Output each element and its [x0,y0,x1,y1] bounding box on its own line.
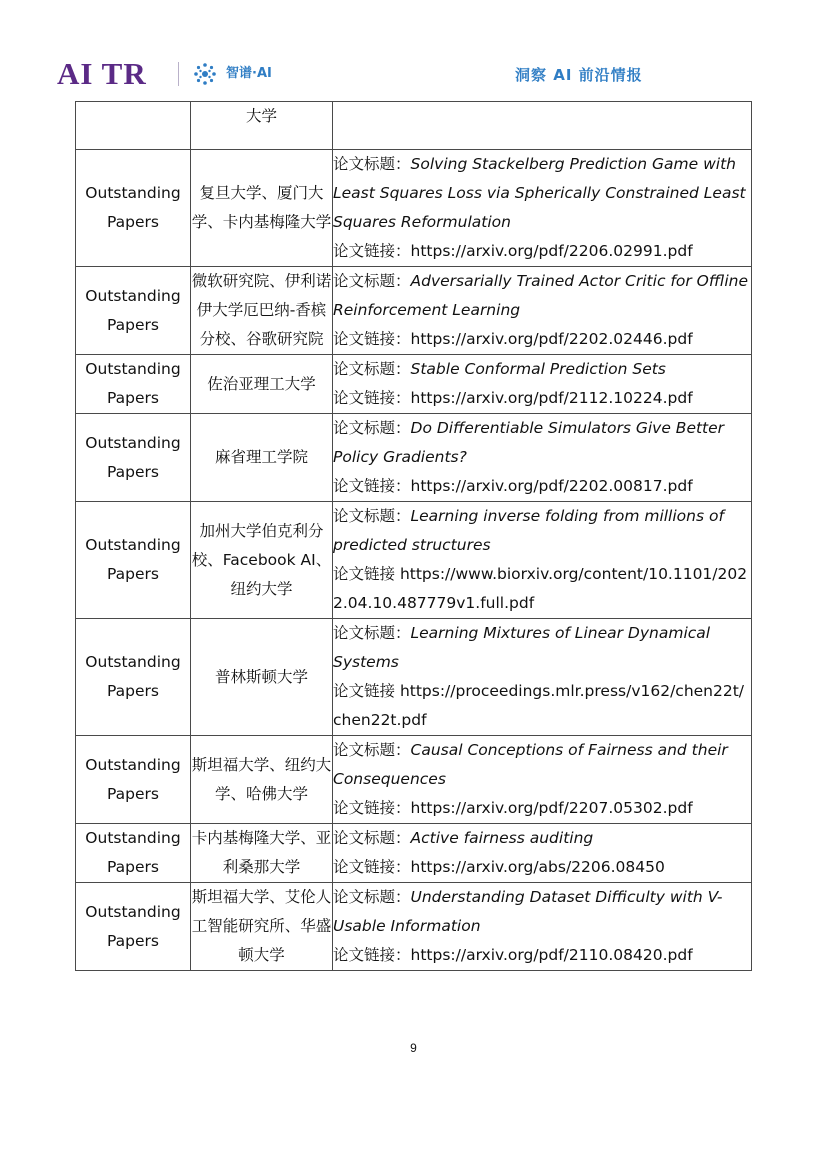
award-cell: Outstanding Papers [76,267,191,355]
paper-title-line [333,414,751,472]
paper-title-line [333,355,751,384]
paper-link[interactable]: https://arxiv.org/pdf/2112.10224.pdf [410,389,693,407]
paper-title-label: 论文标题： [333,360,411,378]
paper-link[interactable]: https://arxiv.org/pdf/2202.02446.pdf [410,330,693,348]
paper-title-label: 论文标题： [333,829,411,847]
institution-cell: 麻省理工学院 [191,414,333,502]
paper-title: Learning Mixtures of Linear Dynamical Systems [333,624,711,671]
paper-title: Active fairness auditing [410,829,594,847]
institution-cell: 普林斯顿大学 [191,619,333,736]
header-tagline: 洞察 AI 前沿情报 [515,66,643,84]
institution-cell: 复旦大学、厦门大学、卡内基梅隆大学 [191,150,333,267]
continued-row [76,102,752,150]
paper-link-label: 论文链接： [333,477,411,495]
institution-cell: 加州大学伯克利分校、Facebook AI、纽约大学 [191,502,333,619]
table-row [76,150,752,267]
paper-title-line [333,883,751,941]
table-row [76,736,752,824]
paper-link-line [333,325,751,354]
paper-link-line [333,384,751,413]
paper-link-line [333,472,751,501]
table-row [76,502,752,619]
paper-title-label: 论文标题： [333,507,411,525]
paper-title: Solving Stackelberg Prediction Game with Least Squares Loss via Spherically Constrained Least Squares Reformulation [333,155,746,231]
paper-title-line [333,267,751,325]
institution-cell: 斯坦福大学、艾伦人工智能研究所、华盛顿大学 [191,883,333,971]
zhipu-brand-text: 智谱·AI [226,66,272,81]
paper-title-label: 论文标题： [333,419,411,437]
paper-link-line [333,853,751,882]
award-cell: Outstanding Papers [76,619,191,736]
paper-cell [333,414,752,502]
paper-link[interactable]: https://arxiv.org/pdf/2206.02991.pdf [410,242,693,260]
institution-cell: 佐治亚理工大学 [191,355,333,414]
paper-cell [333,102,752,150]
paper-cell [333,150,752,267]
paper-title: Learning inverse folding from millions of predicted structures [333,507,724,554]
paper-cell [333,883,752,971]
paper-cell [333,502,752,619]
award-cell [76,102,191,150]
paper-title-label: 论文标题： [333,272,411,290]
institution-cell: 微软研究院、伊利诺伊大学厄巴纳-香槟分校、谷歌研究院 [191,267,333,355]
paper-link[interactable]: https://arxiv.org/pdf/2207.05302.pdf [410,799,693,817]
paper-link[interactable]: https://www.biorxiv.org/content/10.1101/2022.04.10.487779v1.full.pdf [333,565,748,612]
paper-title: Do Differentiable Simulators Give Better Policy Gradients? [333,419,725,466]
paper-link-label: 论文链接： [333,389,411,407]
paper-title-line [333,150,751,237]
header-divider [178,62,179,86]
paper-title-line [333,619,751,677]
paper-title-line [333,824,751,853]
table-row [76,883,752,971]
paper-link[interactable]: https://arxiv.org/pdf/2110.08420.pdf [410,946,693,964]
paper-title: Understanding Dataset Difficulty with V-Usable Information [333,888,723,935]
paper-title-label: 论文标题： [333,888,411,906]
award-cell: Outstanding Papers [76,414,191,502]
paper-cell [333,736,752,824]
paper-title-line [333,502,751,560]
institution-cell: 卡内基梅隆大学、亚利桑那大学 [191,824,333,883]
awards-table [75,101,752,971]
award-cell: Outstanding Papers [76,883,191,971]
paper-link-label: 论文链接 [333,565,400,583]
paper-link-line [333,677,751,735]
page-number: 9 [410,1041,417,1055]
paper-link-label: 论文链接： [333,799,411,817]
paper-link-label: 论文链接： [333,946,411,964]
paper-link-label: 论文链接： [333,858,411,876]
table-row [76,414,752,502]
paper-link[interactable]: https://arxiv.org/pdf/2202.00817.pdf [410,477,693,495]
aitr-logo: AI TR [57,56,147,91]
paper-cell [333,619,752,736]
paper-link-line [333,941,751,970]
paper-link-line [333,237,751,266]
paper-title-label: 论文标题： [333,155,411,173]
zhipu-logo-icon [192,61,218,87]
award-cell: Outstanding Papers [76,736,191,824]
paper-title: Adversarially Trained Actor Critic for Offline Reinforcement Learning [333,272,748,319]
award-cell: Outstanding Papers [76,824,191,883]
paper-link-line [333,794,751,823]
award-cell: Outstanding Papers [76,355,191,414]
paper-title-label: 论文标题： [333,624,411,642]
award-cell: Outstanding Papers [76,150,191,267]
paper-cell [333,824,752,883]
paper-link-line [333,560,751,618]
paper-title: Causal Conceptions of Fairness and their Consequences [333,741,728,788]
table-row [76,824,752,883]
paper-link-label: 论文链接 [333,682,400,700]
table-row [76,355,752,414]
paper-link[interactable]: https://arxiv.org/abs/2206.08450 [410,858,665,876]
paper-title-line [333,736,751,794]
award-cell: Outstanding Papers [76,502,191,619]
table-row [76,619,752,736]
table-row [76,267,752,355]
paper-title: Stable Conformal Prediction Sets [410,360,666,378]
paper-cell [333,267,752,355]
institution-cell: 大学 [191,102,333,150]
paper-link[interactable]: https://proceedings.mlr.press/v162/chen22t/chen22t.pdf [333,682,745,729]
paper-link-label: 论文链接： [333,330,411,348]
institution-cell: 斯坦福大学、纽约大学、哈佛大学 [191,736,333,824]
paper-cell [333,355,752,414]
paper-link-label: 论文链接： [333,242,411,260]
paper-title-label: 论文标题： [333,741,411,759]
